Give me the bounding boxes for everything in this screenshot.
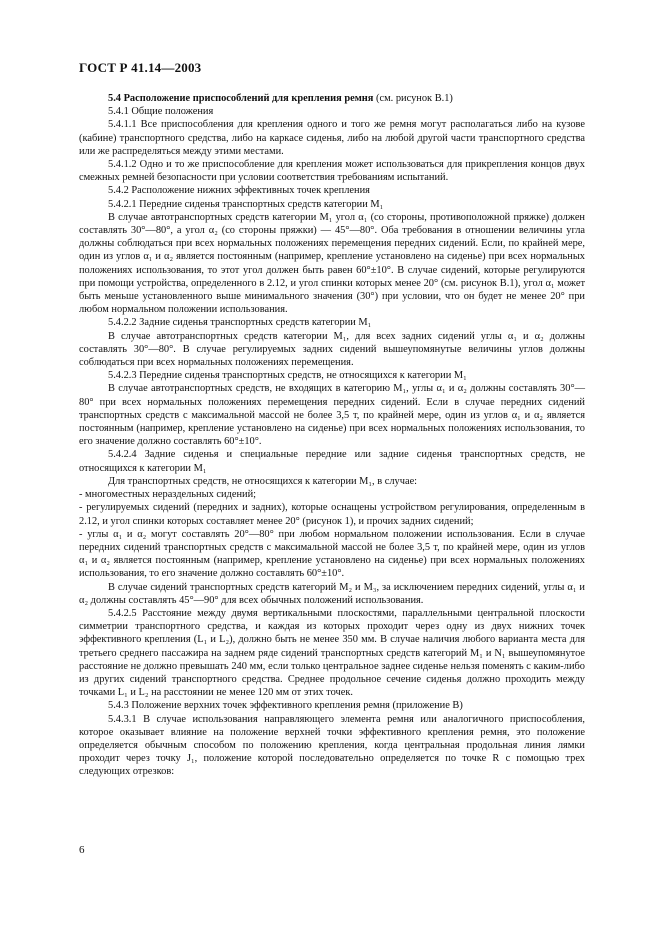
section-title-bold: 5.4 Расположение приспособлений для крепления ремня — [108, 93, 374, 104]
paragraph: В случае автотранспортных средств, не входящих в категорию M₁, углы α₁ и α₂ должны составлять 30°—80° при всех нормальных положениях перемещения передних сидений. Если в случае передних сидений транспортных средств с максимальной массой не более 3,5 т, по крайней мере, один из углов α₁ и α₂ является постоянным (например, крепление установлено на сиденье) при всех нормальных положениях использования, то его значение должно составлять 60°±10°. — [79, 383, 585, 448]
paragraph: 5.4.2 Расположение нижних эффективных точек крепления — [108, 185, 370, 197]
paragraph: 5.4.1 Общие положения — [108, 106, 214, 118]
paragraph: 5.4.2.4 Задние сиденья и специальные передние или задние сиденья транспортных средств, не относящихся к категории M₁ — [79, 449, 585, 474]
paragraph: 5.4.3 Положение верхних точек эффективного крепления ремня (приложение В) — [108, 700, 463, 712]
paragraph: 5.4.2.2 Задние сиденья транспортных средств категории M₁ — [108, 317, 372, 329]
list-item: - регулируемых сидений (передних и задних), которые оснащены устройством регулирования, определенным в 2.12, и угол спинки которых составляет менее 20° (рисунок 1), и прочих задних сидений; — [79, 502, 585, 527]
paragraph: В случае автотранспортных средств категории M₁ угол α₁ (со стороны, противоположной пряжке) должен составлять 30°—80°, а угол α₂ (со стороны пряжки) — 45°—80°. Оба требования в отношении величины угла должны соблюдаться при всех нормальных положениях перемещения передних сидений. Если, по крайней мере, один из углов α₁ и α₂ является постоянным (например, крепление установлено на сиденье) при всех нормальных положениях использования, то этот угол должен быть равен 60°±10°. В случае сидений, которые регулируются при помощи устройства, определенного в 2.12, и угол спинки которых менее 20° (см. рисунок В.1), угол α₁ может быть меньше установленного выше минимального значения (30°) при условии, что он будет не менее 20° при любом нормальном положении использования. — [79, 211, 585, 316]
paragraph: Для транспортных средств, не относящихся к категории M₁, в случае: — [108, 475, 418, 487]
section-title-rest: (см. рисунок В.1) — [373, 93, 453, 104]
list-item: - многоместных нераздельных сидений; — [79, 489, 257, 501]
paragraph: 5.4.2.5 Расстояние между двумя вертикальными плоскостями, параллельными центральной плоскости симметрии транспортного средства, и каждая из которых проходит через одну из двух нижних точек эффективного крепления (L₁ и L₂), должно быть не менее 350 мм. В случае наличия любого варианта места для третьего среднего пассажира на заднем ряде сидений транспортных средств категорий M₁ и N₁ вышеупомянутое расстояние не должно превышать 240 мм, если только центральное заднее сиденье нельзя поменять с каким-либо из других сидений транспортного средства. Среднее продольное сечение сиденья должно проходить между точками L₁ и L₂ на расстоянии не менее 120 мм от этих точек. — [79, 607, 585, 699]
paragraph: 5.4.1.1 Все приспособления для крепления одного и того же ремня могут располагаться либо на кузове (кабине) транспортного средства, либо на каркасе сиденья, либо на любой другой части транспортного средства или же распределяться между этими местами. — [79, 119, 585, 157]
document-header: ГОСТ Р 41.14—2003 — [79, 60, 202, 75]
document-body — [79, 92, 585, 779]
paragraph: 5.4.2.1 Передние сиденья транспортных средств категории M₁ — [108, 198, 384, 210]
paragraph: 5.4.3.1 В случае использования направляющего элемента ремня или аналогичного приспособления, которое оказывает влияние на положение верхней точки эффективного крепления ремня, это положение определяется обычным способом по положению крепления, когда центральная продольная линия лямки проходит через точку J₁, положение которой последовательно определяется по точке R с помощью трех следующих отрезков: — [79, 713, 585, 778]
section-title — [79, 92, 585, 105]
paragraph: В случае сидений транспортных средств категорий M₂ и M₃, за исключением передних сидений, углы α₁ и α₂ должны составлять 45°—90° для всех обычных положений использования. — [79, 581, 585, 606]
paragraph: 5.4.1.2 Одно и то же приспособление для крепления может использоваться для прикрепления концов двух смежных ремней безопасности при условии соответствия требованиям испытаний. — [79, 159, 585, 184]
paragraph: В случае автотранспортных средств категории M₁, для всех задних сидений углы α₁ и α₂ должны составлять 30°—80°. В случае регулируемых задних сидений вышеупомянутые величины углов должны соблюдаться при всех нормальных положениях перемещения. — [79, 330, 585, 369]
list-item: - углы α₁ и α₂ могут составлять 20°—80° при любом нормальном положении использования. Если в случае передних сидений транспортных средств с максимальной массой не более 3,5 т, по крайней мере, один из углов α₁ и α₂ является постоянным (например, крепление установлено на сиденье) при всех нормальных положениях использования, то его значение должно составлять 60°±10°. — [79, 528, 585, 580]
paragraph: 5.4.2.3 Передние сиденья транспортных средств, не относящихся к категории M₁ — [108, 370, 467, 382]
page-number: 6 — [79, 844, 85, 856]
